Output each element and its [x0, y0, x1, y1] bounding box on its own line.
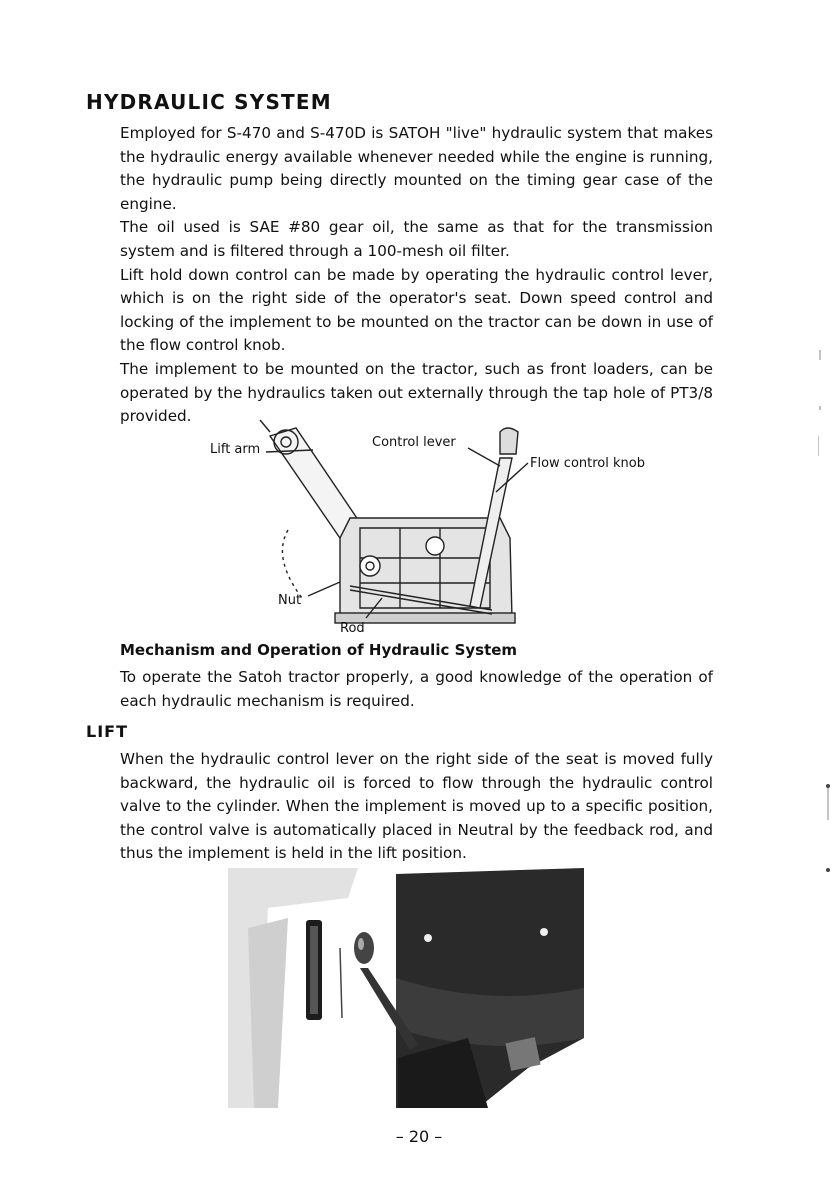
intro-text	[120, 122, 713, 429]
mechanism-heading: Mechanism and Operation of Hydraulic System	[120, 641, 518, 659]
label-control-lever: Control lever	[372, 435, 456, 450]
mechanism-text	[120, 666, 713, 713]
intro-paragraph-3: Lift hold down control can be made by operating the hydraulic control lever, which is on the right side of the operator's seat. Down speed control and locking of the implement to be mounted on the tractor can be down in use of the flow control knob.	[120, 265, 713, 355]
photo-image	[228, 868, 584, 1108]
margin-scan-marks	[818, 350, 838, 890]
intro-paragraph-4: The implement to be mounted on the tractor, such as front loaders, can be operated by the hydraulics taken out externally through the tap hole of PT3/8 provided.	[120, 359, 713, 426]
lift-paragraph: When the hydraulic control lever on the right side of the seat is moved fully backward, the hydraulic oil is forced to flow through the hydraulic control valve to the cylinder. When the implement is moved up to a specific position, the control valve is automatically placed in Neutral by the feedback rod, and thus the implement is held in the lift position.	[120, 750, 713, 863]
intro-paragraph-2: The oil used is SAE #80 gear oil, the same as that for the transmission system and is filtered through a 100-mesh oil filter.	[120, 218, 713, 260]
diagram-drawing	[200, 418, 680, 638]
page-number: – 20 –	[395, 1127, 443, 1146]
lift-heading: LIFT	[86, 722, 128, 741]
mechanism-paragraph: To operate the Satoh tractor properly, a good knowledge of the operation of each hydraulic mechanism is required.	[120, 668, 713, 710]
lift-text	[120, 748, 713, 866]
label-nut: Nut	[278, 593, 302, 608]
hydraulic-lever-photo	[228, 868, 584, 1108]
section-title: HYDRAULIC SYSTEM	[86, 90, 332, 114]
label-rod: Rod	[340, 621, 365, 636]
label-flow-control-knob: Flow control knob	[530, 456, 645, 471]
intro-paragraph-1: Employed for S-470 and S-470D is SATOH "live" hydraulic system that makes the hydraulic energy available whenever needed while the engine is running, the hydraulic pump being directly mounted on the timing gear case of the engine.	[120, 124, 713, 213]
label-lift-arm: Lift arm	[210, 442, 261, 457]
hydraulic-mechanism-diagram	[200, 418, 680, 638]
